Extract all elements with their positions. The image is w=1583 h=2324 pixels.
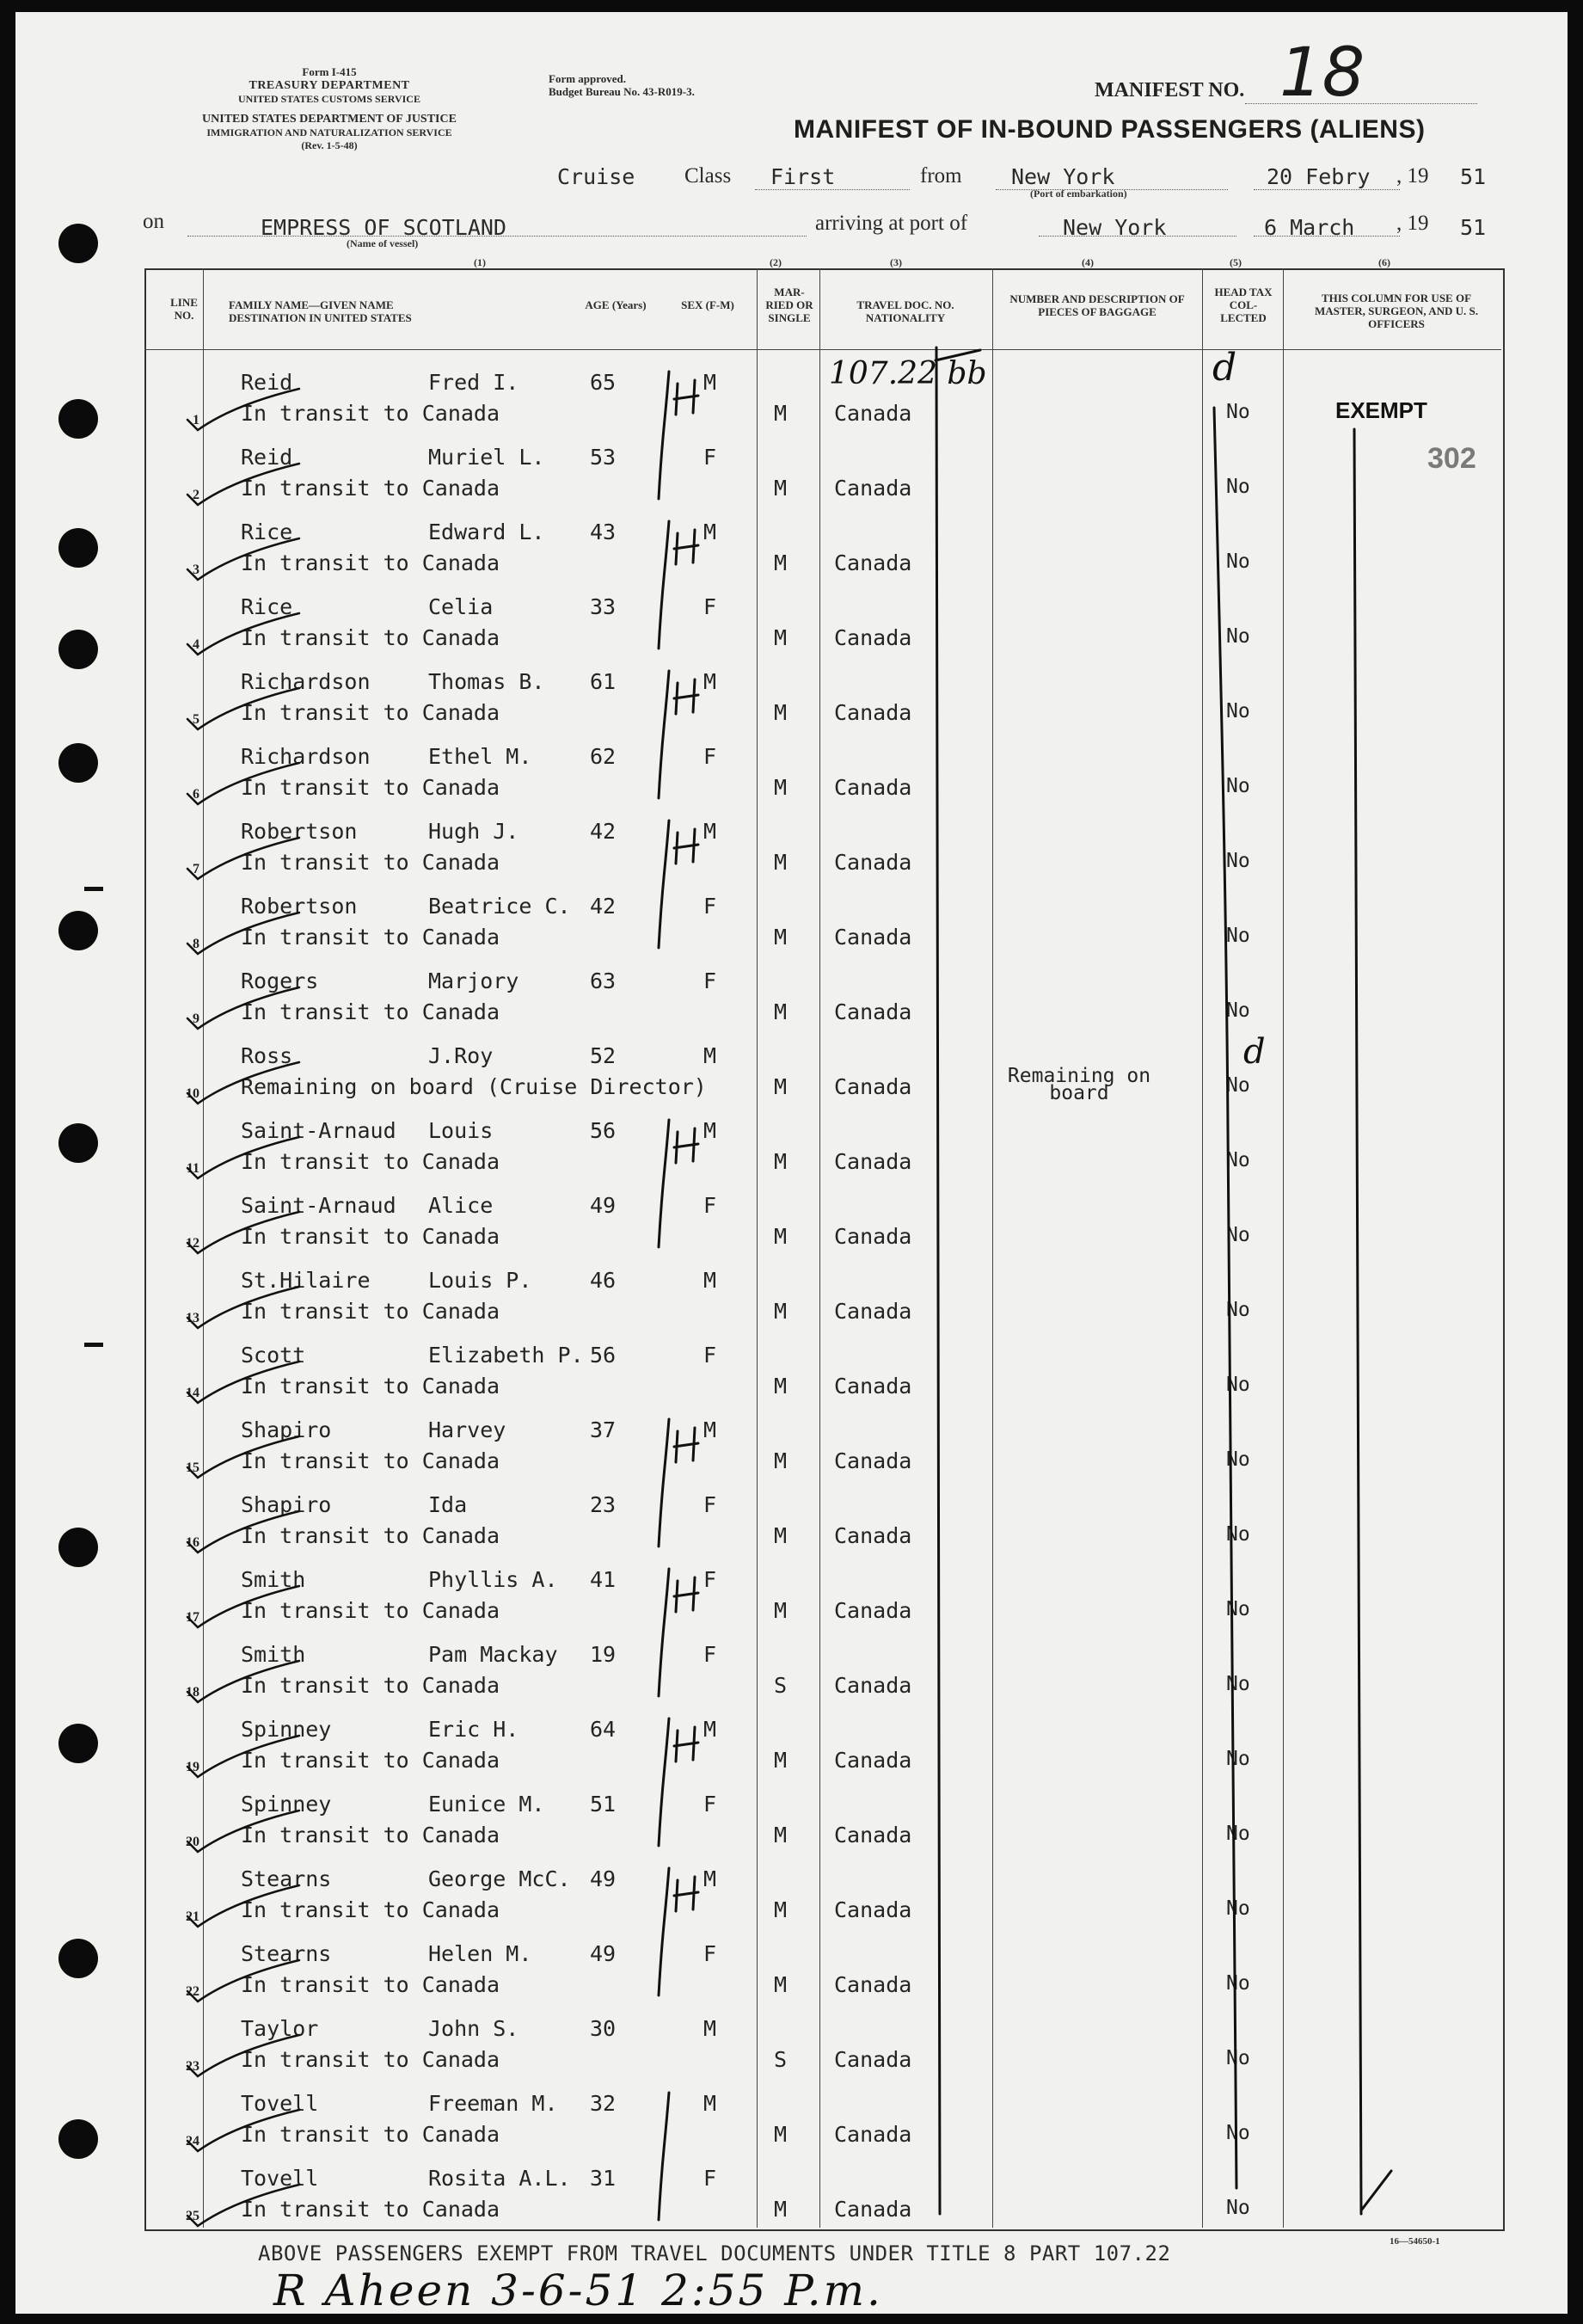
head-tax: No [1226, 550, 1250, 573]
age: 30 [590, 2016, 617, 2041]
head-tax: No [1226, 700, 1250, 722]
age: 41 [590, 1567, 617, 1592]
family-name: Scott [241, 1343, 306, 1368]
header-baggage: NUMBER AND DESCRIPTION OF PIECES OF BAGGAGE [1009, 292, 1185, 318]
column-number: (5) [1230, 256, 1242, 268]
family-name: Ross [241, 1043, 293, 1068]
sex: F [703, 894, 717, 919]
given-name: Phyllis A. [428, 1567, 558, 1592]
married-status: M [774, 999, 788, 1024]
head-tax: No [1226, 999, 1250, 1022]
married-status: M [774, 1448, 788, 1473]
sex: F [703, 2166, 717, 2191]
head-tax: No [1226, 476, 1250, 498]
sex: F [703, 594, 717, 619]
nationality: Canada [834, 1224, 912, 1249]
married-status: M [774, 1074, 788, 1099]
line-number: 16 [186, 1535, 199, 1550]
age: 32 [590, 2091, 617, 2116]
family-name: Robertson [241, 894, 358, 919]
married-status: M [774, 850, 788, 875]
line-number: 3 [193, 563, 199, 577]
destination: In transit to Canada [241, 1598, 500, 1623]
family-name: Robertson [241, 819, 358, 844]
family-name: Shapiro [241, 1417, 332, 1442]
age: 56 [590, 1343, 617, 1368]
head-tax: No [1226, 850, 1250, 872]
destination: In transit to Canada [241, 1673, 500, 1698]
line-number: 10 [186, 1086, 199, 1101]
line-number: 4 [193, 637, 199, 652]
sex: F [703, 1492, 717, 1517]
given-name: Celia [428, 594, 494, 619]
page-stamp-number: 302 [1427, 442, 1476, 475]
cruise-prefix: Cruise [557, 164, 635, 189]
destination: In transit to Canada [241, 1897, 500, 1922]
destination: In transit to Canada [241, 850, 500, 875]
destination: In transit to Canada [241, 1823, 500, 1848]
age: 33 [590, 594, 617, 619]
arrival-date: 6 March [1264, 215, 1355, 240]
class-value: First [770, 164, 836, 189]
line-number: 14 [186, 1386, 199, 1400]
married-status: M [774, 1972, 788, 1997]
married-status: S [774, 2047, 788, 2072]
arrival-port: New York [1063, 215, 1167, 240]
arrival-year: 51 [1460, 215, 1487, 240]
destination: In transit to Canada [241, 700, 500, 725]
header-sex: SEX (F-M) [681, 298, 734, 311]
married-status: M [774, 1149, 788, 1174]
head-tax: No [1226, 1074, 1250, 1097]
head-tax-mark: d [1243, 1032, 1266, 1072]
vessel-name-note: (Name of vessel) [347, 237, 419, 249]
head-tax: No [1226, 1523, 1250, 1546]
destination: In transit to Canada [241, 925, 500, 950]
family-name: Tovell [241, 2091, 319, 2116]
given-name: Rosita A.L. [428, 2166, 571, 2191]
line-number: 21 [186, 1909, 199, 1924]
sex: M [703, 1043, 717, 1068]
sex: M [703, 2091, 717, 2116]
sex: M [703, 520, 717, 544]
married-status: M [774, 1299, 788, 1324]
age: 42 [590, 894, 617, 919]
nationality: Canada [834, 1748, 912, 1773]
header-officers: THIS COLUMN FOR USE OF MASTER, SURGEON, AND U. S. OFFICERS [1315, 292, 1478, 330]
given-name: Pam Mackay [428, 1642, 558, 1667]
sex: F [703, 1941, 717, 1966]
age: 62 [590, 744, 617, 769]
age: 56 [590, 1118, 617, 1143]
column-number: (2) [770, 256, 782, 268]
married-status: M [774, 700, 788, 725]
line-number: 18 [186, 1685, 199, 1700]
exempt-stamp: EXEMPT [1335, 397, 1427, 423]
embark-port: New York [1011, 164, 1115, 189]
nationality: Canada [834, 1823, 912, 1848]
head-tax-mark: d [1212, 346, 1237, 390]
line-number: 8 [193, 937, 199, 951]
sex: M [703, 819, 717, 844]
line-number: 12 [186, 1236, 199, 1251]
sex: M [703, 370, 717, 395]
destination: In transit to Canada [241, 999, 500, 1024]
family-name: Richardson [241, 669, 371, 694]
age: 63 [590, 968, 617, 993]
line-number: 17 [186, 1610, 199, 1625]
age: 53 [590, 445, 617, 470]
form-approved-label: Form approved. [549, 72, 627, 85]
handwritten-marks [15, 12, 1568, 2314]
nationality: Canada [834, 925, 912, 950]
nationality: Canada [834, 1897, 912, 1922]
destination: In transit to Canada [241, 1374, 500, 1399]
nationality: Canada [834, 2047, 912, 2072]
nationality: Canada [834, 700, 912, 725]
sex: F [703, 1792, 717, 1817]
given-name: Louis P. [428, 1268, 532, 1293]
line-number: 19 [186, 1760, 199, 1774]
exemption-footer: ABOVE PASSENGERS EXEMPT FROM TRAVEL DOCUMENTS UNDER TITLE 8 PART 107.22 [258, 2241, 1171, 2266]
given-name: Thomas B. [428, 669, 545, 694]
head-tax: No [1226, 1748, 1250, 1770]
destination: In transit to Canada [241, 1523, 500, 1548]
nationality: Canada [834, 1523, 912, 1548]
given-name: Alice [428, 1193, 494, 1218]
immigration-service: IMMIGRATION AND NATURALIZATION SERVICE [206, 126, 452, 138]
family-name: Smith [241, 1567, 306, 1592]
manifest-title: MANIFEST OF IN-BOUND PASSENGERS (ALIENS) [794, 115, 1426, 144]
married-status: M [774, 1224, 788, 1249]
family-name: Richardson [241, 744, 371, 769]
family-name: Spinney [241, 1792, 332, 1817]
travel-doc-annotation: 107.22 bb [829, 356, 987, 391]
married-status: M [774, 1523, 788, 1548]
manifest-number-label: MANIFEST NO. [1095, 79, 1245, 101]
sex: M [703, 1417, 717, 1442]
column-number: (4) [1082, 256, 1094, 268]
destination: In transit to Canada [241, 1224, 500, 1249]
line-number: 20 [186, 1835, 199, 1849]
header-married: MAR- RIED OR SINGLE [765, 286, 813, 324]
destination: In transit to Canada [241, 1448, 500, 1473]
on-label: on [143, 210, 164, 233]
nationality: Canada [834, 2197, 912, 2222]
married-status: M [774, 476, 788, 501]
family-name: Reid [241, 445, 293, 470]
destination: Remaining on board (Cruise Director) [241, 1074, 707, 1099]
sex: F [703, 1343, 717, 1368]
age: 61 [590, 669, 617, 694]
arriving-label: arriving at port of [815, 212, 968, 235]
age: 51 [590, 1792, 617, 1817]
sex: F [703, 968, 717, 993]
sex: M [703, 1717, 717, 1742]
nationality: Canada [834, 1448, 912, 1473]
given-name: J.Roy [428, 1043, 494, 1068]
treasury-department: TREASURY DEPARTMENT [248, 79, 410, 92]
header-name: FAMILY NAME—GIVEN NAME [229, 298, 394, 311]
married-status: M [774, 1897, 788, 1922]
head-tax: No [1226, 1299, 1250, 1321]
age: 23 [590, 1492, 617, 1517]
family-name: St.Hilaire [241, 1268, 371, 1293]
line-number: 2 [193, 488, 199, 502]
married-status: M [774, 550, 788, 575]
given-name: John S. [428, 2016, 519, 2041]
age: 65 [590, 370, 617, 395]
line-number: 9 [193, 1011, 199, 1026]
manifest-number-value: 18 [1279, 34, 1365, 112]
head-tax: No [1226, 1897, 1250, 1920]
given-name: Helen M. [428, 1941, 532, 1966]
header-line-no: LINE NO. [170, 296, 198, 322]
given-name: Hugh J. [428, 819, 519, 844]
justice-department: UNITED STATES DEPARTMENT OF JUSTICE [202, 113, 457, 126]
age: 52 [590, 1043, 617, 1068]
married-status: M [774, 1823, 788, 1848]
customs-service: UNITED STATES CUSTOMS SERVICE [238, 93, 420, 105]
nationality: Canada [834, 476, 912, 501]
married-status: M [774, 925, 788, 950]
nationality: Canada [834, 775, 912, 800]
header-head-tax: HEAD TAX COL- LECTED [1214, 286, 1273, 324]
head-tax: No [1226, 925, 1250, 947]
age: 31 [590, 2166, 617, 2191]
head-tax: No [1226, 1448, 1250, 1471]
depart-year: 51 [1460, 164, 1487, 189]
nationality: Canada [834, 1673, 912, 1698]
family-name: Stearns [241, 1941, 332, 1966]
age: 43 [590, 520, 617, 544]
nationality: Canada [834, 550, 912, 575]
head-tax: No [1226, 1224, 1250, 1246]
destination: In transit to Canada [241, 1299, 500, 1324]
family-name: Reid [241, 370, 293, 395]
destination: In transit to Canada [241, 1972, 500, 1997]
nationality: Canada [834, 1299, 912, 1324]
family-name: Saint-Arnaud [241, 1193, 396, 1218]
head-tax: No [1226, 2047, 1250, 2069]
given-name: Louis [428, 1118, 494, 1143]
married-status: M [774, 1598, 788, 1623]
line-number: 11 [186, 1161, 199, 1176]
header-travel-doc: TRAVEL DOC. NO. NATIONALITY [856, 298, 954, 324]
nationality: Canada [834, 1598, 912, 1623]
form-code: 16—54650-1 [1390, 2236, 1440, 2247]
head-tax: No [1226, 1598, 1250, 1620]
destination: In transit to Canada [241, 401, 500, 426]
given-name: Ida [428, 1492, 468, 1517]
head-tax: No [1226, 775, 1250, 797]
nationality: Canada [834, 1149, 912, 1174]
line-number: 25 [186, 2209, 199, 2223]
family-name: Shapiro [241, 1492, 332, 1517]
head-tax: No [1226, 1149, 1250, 1171]
destination: In transit to Canada [241, 2122, 500, 2147]
sex: M [703, 2016, 717, 2041]
sex: M [703, 1118, 717, 1143]
given-name: Harvey [428, 1417, 506, 1442]
vessel-name: EMPRESS OF SCOTLAND [261, 215, 506, 240]
family-name: Smith [241, 1642, 306, 1667]
column-number: (6) [1378, 256, 1390, 268]
head-tax: No [1226, 1673, 1250, 1695]
age: 64 [590, 1717, 617, 1742]
given-name: Beatrice C. [428, 894, 571, 919]
head-tax: No [1226, 2197, 1250, 2219]
family-name: Tovell [241, 2166, 319, 2191]
family-name: Rice [241, 520, 293, 544]
class-label: Class [684, 164, 732, 188]
given-name: Eunice M. [428, 1792, 545, 1817]
destination: In transit to Canada [241, 625, 500, 650]
sex: M [703, 669, 717, 694]
header-age: AGE (Years) [585, 298, 647, 311]
destination: In transit to Canada [241, 476, 500, 501]
nationality: Canada [834, 401, 912, 426]
destination: In transit to Canada [241, 2047, 500, 2072]
officer-signature: R Aheen 3-6-51 2:55 P.m. [273, 2266, 883, 2314]
married-status: M [774, 2197, 788, 2222]
sex: M [703, 1866, 717, 1891]
age: 49 [590, 1193, 617, 1218]
family-name: Rogers [241, 968, 319, 993]
given-name: Fred I. [428, 370, 519, 395]
line-number: 24 [186, 2134, 199, 2149]
line-number: 23 [186, 2059, 199, 2074]
from-label: from [920, 164, 962, 188]
depart-year-prefix: , 19 [1396, 164, 1429, 188]
line-number: 15 [186, 1460, 199, 1475]
nationality: Canada [834, 625, 912, 650]
age: 37 [590, 1417, 617, 1442]
married-status: S [774, 1673, 788, 1698]
arrival-year-prefix: , 19 [1396, 212, 1429, 235]
given-name: Edward L. [428, 520, 545, 544]
head-tax: No [1226, 1374, 1250, 1396]
column-number: (1) [474, 256, 486, 268]
given-name: Ethel M. [428, 744, 532, 769]
sex: F [703, 1642, 717, 1667]
baggage: Remaining on board [1007, 1065, 1151, 1104]
column-number: (3) [890, 256, 902, 268]
sex: M [703, 1268, 717, 1293]
sex: F [703, 1567, 717, 1592]
sex: F [703, 744, 717, 769]
form-number: Form I-415 [302, 65, 357, 78]
line-number: 22 [186, 1984, 199, 1999]
port-embarkation-note: (Port of embarkation) [1030, 188, 1127, 200]
nationality: Canada [834, 2122, 912, 2147]
married-status: M [774, 625, 788, 650]
family-name: Spinney [241, 1717, 332, 1742]
family-name: Saint-Arnaud [241, 1118, 396, 1143]
destination: In transit to Canada [241, 775, 500, 800]
nationality: Canada [834, 1074, 912, 1099]
sex: F [703, 1193, 717, 1218]
line-number: 6 [193, 787, 199, 802]
head-tax: No [1226, 2122, 1250, 2144]
family-name: Stearns [241, 1866, 332, 1891]
head-tax: No [1226, 625, 1250, 648]
line-number: 7 [193, 862, 199, 876]
form-revision: (Rev. 1-5-48) [301, 139, 358, 151]
age: 49 [590, 1941, 617, 1966]
given-name: Muriel L. [428, 445, 545, 470]
nationality: Canada [834, 850, 912, 875]
head-tax: No [1226, 401, 1250, 423]
destination: In transit to Canada [241, 1149, 500, 1174]
nationality: Canada [834, 999, 912, 1024]
age: 42 [590, 819, 617, 844]
married-status: M [774, 1748, 788, 1773]
given-name: Marjory [428, 968, 519, 993]
given-name: George McC. [428, 1866, 571, 1891]
header-destination: DESTINATION IN UNITED STATES [229, 311, 412, 324]
budget-bureau-number: Budget Bureau No. 43-R019-3. [549, 85, 695, 98]
given-name: Freeman M. [428, 2091, 558, 2116]
married-status: M [774, 775, 788, 800]
age: 49 [590, 1866, 617, 1891]
destination: In transit to Canada [241, 2197, 500, 2222]
nationality: Canada [834, 1972, 912, 1997]
destination: In transit to Canada [241, 1748, 500, 1773]
married-status: M [774, 1374, 788, 1399]
depart-date: 20 Febry [1267, 164, 1371, 189]
married-status: M [774, 2122, 788, 2147]
sex: F [703, 445, 717, 470]
married-status: M [774, 401, 788, 426]
line-number: 1 [193, 413, 199, 427]
head-tax: No [1226, 1972, 1250, 1995]
manifest-page [15, 12, 1568, 2314]
given-name: Eric H. [428, 1717, 519, 1742]
family-name: Taylor [241, 2016, 319, 2041]
nationality: Canada [834, 1374, 912, 1399]
destination: In transit to Canada [241, 550, 500, 575]
given-name: Elizabeth P. [428, 1343, 584, 1368]
line-number: 13 [186, 1311, 199, 1325]
line-number: 5 [193, 712, 199, 727]
age: 19 [590, 1642, 617, 1667]
head-tax: No [1226, 1823, 1250, 1845]
family-name: Rice [241, 594, 293, 619]
age: 46 [590, 1268, 617, 1293]
